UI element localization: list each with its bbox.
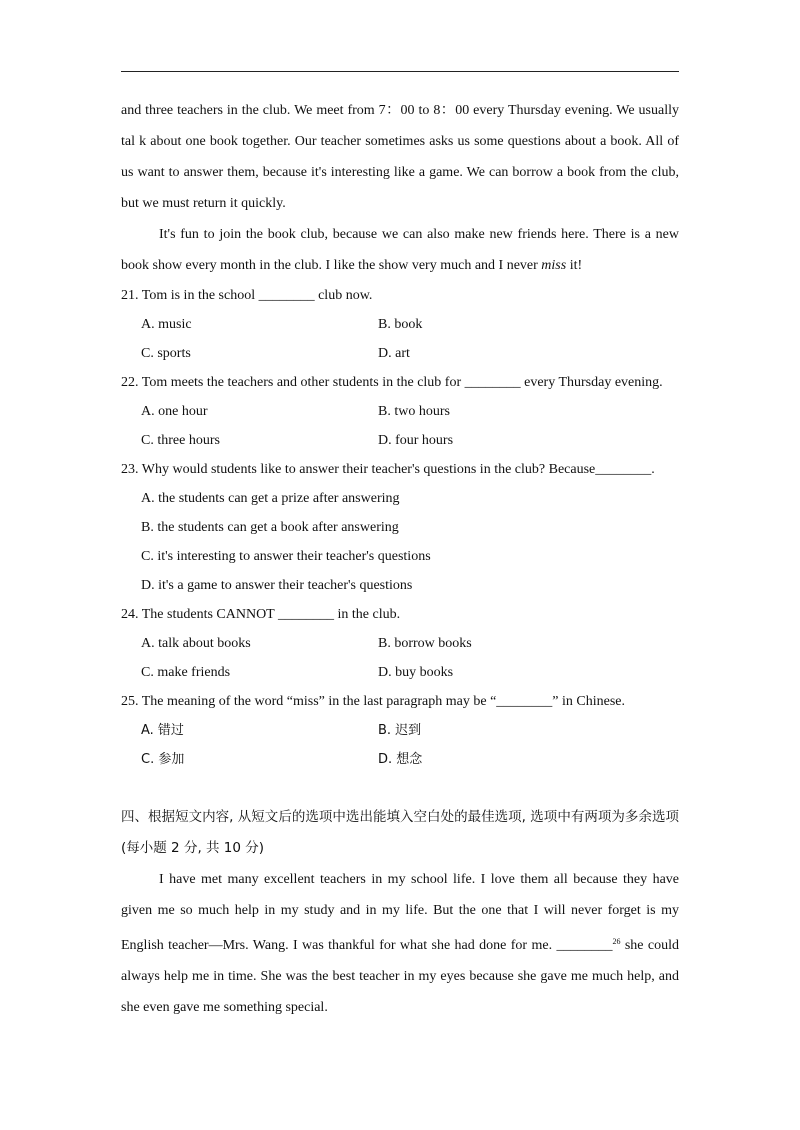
passage-paragraph-2 (121, 219, 679, 281)
option-d: D. four hours (378, 433, 454, 448)
option-a: A. the students can get a prize after answering (141, 491, 400, 506)
option-d: D. 想念 (378, 752, 423, 767)
option-a: A. one hour (141, 404, 208, 419)
options-row (121, 310, 679, 339)
options-row (121, 397, 679, 426)
question-24 (121, 600, 679, 687)
option-a: A. talk about books (141, 636, 251, 651)
passage-paragraph-2-text: It's fun to join the book club, because we can also make new friends here. There is a new book show every month in the club. I like the show very much and I never (121, 227, 679, 273)
passage-paragraph-2-end: it! (566, 258, 583, 273)
question-25 (121, 687, 679, 774)
section-4-paragraph (121, 864, 679, 1023)
option-d: D. buy books (378, 665, 454, 680)
option-a: A. music (141, 317, 192, 332)
option-c: C. make friends (141, 665, 231, 680)
option-c: C. three hours (141, 433, 220, 448)
option-b: B. two hours (378, 404, 450, 419)
option-b: B. 迟到 (378, 723, 422, 738)
document-page (121, 95, 679, 1023)
blank-number-26: 26 (612, 937, 621, 946)
options-row (121, 658, 679, 687)
question-stem: 21. Tom is in the school ________ club now. (121, 288, 373, 303)
question-22 (121, 368, 679, 455)
question-23 (121, 455, 679, 600)
question-21 (121, 281, 679, 368)
options-row (121, 426, 679, 455)
question-stem: 22. Tom meets the teachers and other students in the club for ________ every Thursday evening. (121, 375, 663, 390)
option-b: B. book (378, 317, 423, 332)
section-4-paragraph-text: I have met many excellent teachers in my school life. I love them all because they have given me so much help in my study and in my life. But the one that I will never forget is my English teacher—Mrs. Wang. I was thankful for what she had done for me. ________ (121, 872, 679, 953)
options-row (121, 629, 679, 658)
section-4-paragraph-end: she could always help me in time. She was the best teacher in my eyes because she gave me much help, and she even gave me something special. (121, 938, 680, 1015)
question-stem: 24. The students CANNOT ________ in the club. (121, 607, 401, 622)
options-row (121, 339, 679, 368)
question-stem: 25. The meaning of the word “miss” in the last paragraph may be “________” in Chinese. (121, 694, 625, 709)
header-rule (121, 71, 679, 72)
option-d: D. it's a game to answer their teacher's questions (141, 578, 413, 593)
option-b: B. borrow books (378, 636, 472, 651)
options-row (121, 745, 679, 774)
option-c: C. sports (141, 346, 191, 361)
question-stem: 23. Why would students like to answer their teacher's questions in the club? Because________. (121, 462, 655, 477)
option-c: C. 参加 (141, 752, 185, 767)
section-4-title: 四、根据短文内容, 从短文后的选项中选出能填入空白处的最佳选项, 选项中有两项为多余选项(每小题 2 分, 共 10 分) (121, 809, 679, 856)
option-a: A. 错过 (141, 723, 184, 738)
option-b: B. the students can get a book after answering (141, 520, 399, 535)
option-c: C. it's interesting to answer their teacher's questions (141, 549, 431, 564)
passage-paragraph-1: and three teachers in the club. We meet from 7：00 to 8：00 every Thursday evening. We usually tal k about one book together. Our teacher sometimes asks us some questions about a book. All of us want to answer them, because it's interesting like a game. We can borrow a book from the club, but we must return it quickly. (121, 103, 679, 211)
option-d: D. art (378, 346, 410, 361)
options-row (121, 716, 679, 745)
miss-word: miss (541, 258, 567, 273)
